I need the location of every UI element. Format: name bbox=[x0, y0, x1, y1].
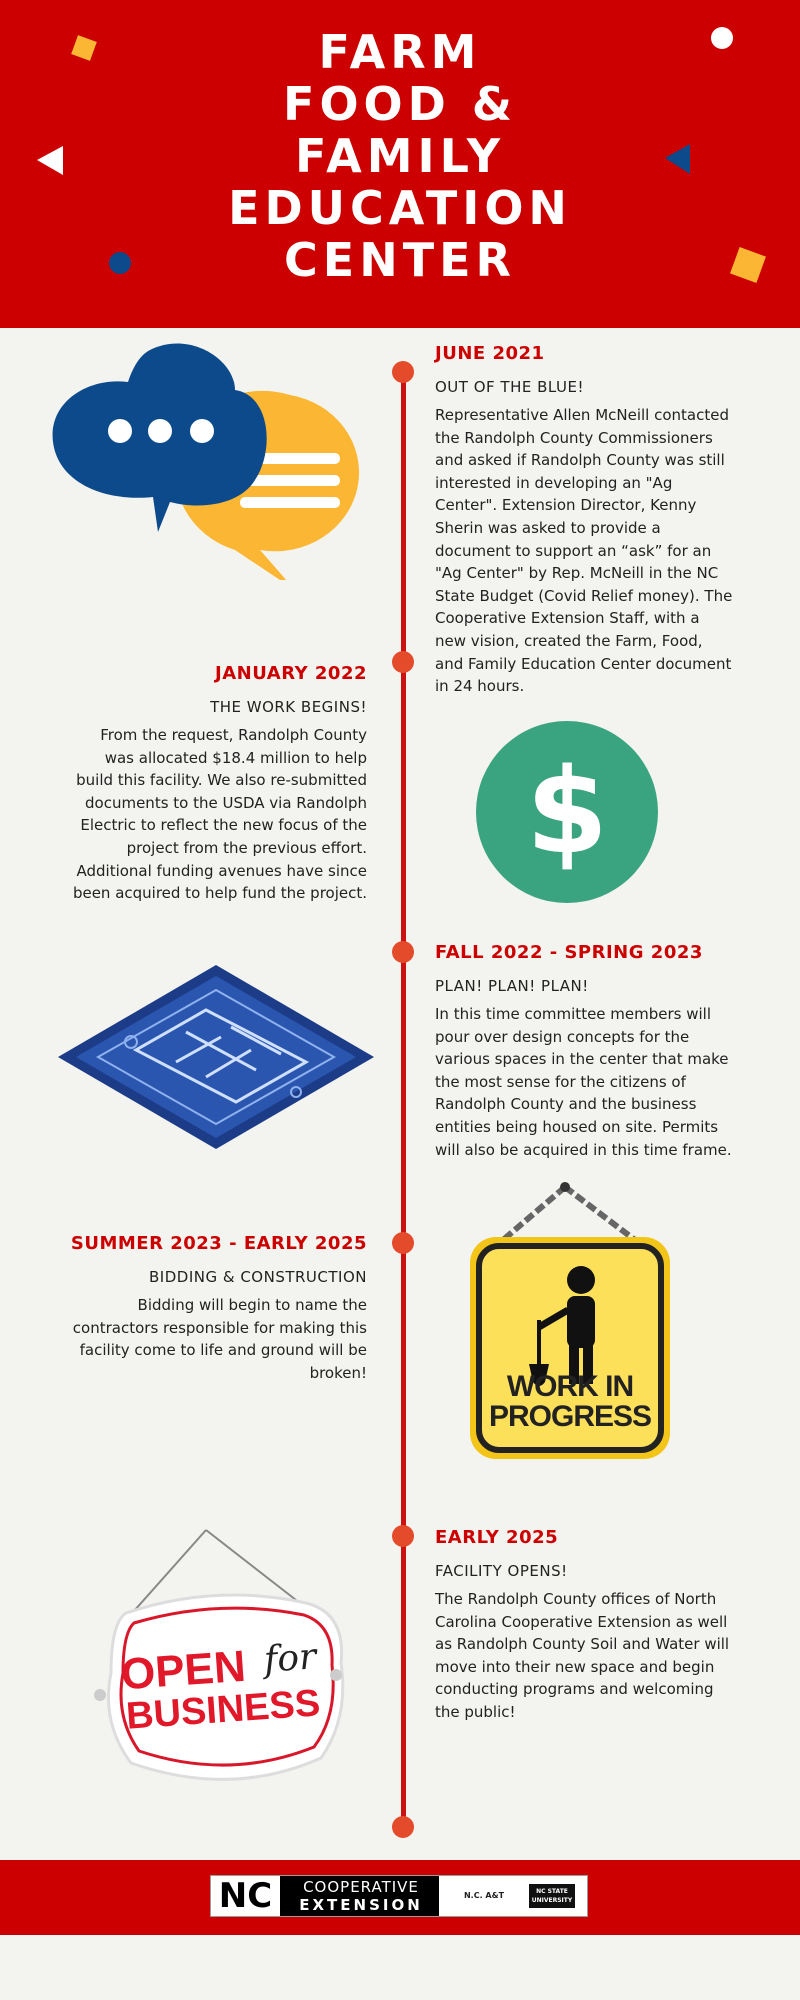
coop-line2: EXTENSION bbox=[299, 1896, 423, 1914]
timeline-dot bbox=[392, 361, 414, 383]
confetti-triangle-1 bbox=[37, 146, 63, 175]
ncstate-line1: NC STATE bbox=[536, 1888, 568, 1895]
partner-logos bbox=[210, 1875, 588, 1917]
confetti-triangle-2 bbox=[665, 144, 690, 174]
entry-subtitle: BIDDING & CONSTRUCTION bbox=[149, 1268, 367, 1286]
title-line: FARM bbox=[318, 25, 482, 79]
entry-subtitle: THE WORK BEGINS! bbox=[210, 698, 367, 716]
timeline-dot bbox=[392, 1816, 414, 1838]
entry-subtitle: FACILITY OPENS! bbox=[435, 1562, 568, 1580]
entry-subtitle: PLAN! PLAN! PLAN! bbox=[435, 977, 589, 995]
ncstate-logo bbox=[529, 1884, 575, 1908]
timeline-dot bbox=[392, 651, 414, 673]
sign-open-text: OPEN bbox=[119, 1641, 248, 1700]
sign-business-text: BUSINESS bbox=[124, 1682, 322, 1738]
footer-banner bbox=[0, 1860, 800, 1935]
timeline-line bbox=[401, 372, 406, 1832]
header-banner bbox=[0, 0, 800, 328]
entry-body: Representative Allen McNeill contacted the Randolph County Commissioners and asked if Randolph County was still interested in developing an "Ag Center". Extension Director, Kenny Sherin was asked to provide a document to support an “ask” for an "Ag Center" by Rep. McNeill in the NC State Budget (Covid Relief money). The Cooperative Extension Staff, with a new vision, created the Farm, Food, and Family Education Center document in 24 hours. bbox=[435, 406, 733, 696]
entry-body: From the request, Randolph County was allocated $18.4 million to help build this facility. We also re-submitted documents to the USDA via Randolph Electric to reflect the new focus of the project from the previous effort. Additional funding avenues have since been acquired to help fund the project. bbox=[72, 726, 367, 903]
confetti-dot-1 bbox=[109, 252, 131, 274]
ncat-logo: N.C. A&T bbox=[463, 1891, 505, 1900]
sign-text-line2: PROGRESS bbox=[488, 1400, 652, 1433]
entry-date: SUMMER 2023 - EARLY 2025 bbox=[70, 1233, 367, 1254]
entry-body: Bidding will begin to name the contractors responsible for making this facility come to life and ground will be broken! bbox=[72, 1296, 367, 1382]
work-in-progress-sign-icon bbox=[465, 1182, 675, 1462]
speech-bubbles-icon bbox=[40, 340, 380, 580]
cooperative-extension-logo bbox=[283, 1876, 439, 1916]
dollar-icon bbox=[475, 720, 659, 904]
entry-date: EARLY 2025 bbox=[435, 1527, 559, 1548]
title-line: EDUCATION bbox=[228, 181, 572, 235]
svg-text:$: $ bbox=[525, 742, 609, 880]
confetti-square-2 bbox=[730, 247, 766, 283]
timeline-entry bbox=[67, 663, 367, 905]
sign-text-line1: WORK IN bbox=[506, 1370, 634, 1403]
nc-logo: NC bbox=[211, 1876, 283, 1916]
title-line: FAMILY bbox=[294, 129, 506, 183]
entry-date: JANUARY 2022 bbox=[215, 663, 367, 684]
open-for-business-sign-icon bbox=[86, 1528, 356, 1793]
entry-date: JUNE 2021 bbox=[435, 343, 545, 364]
timeline-entry bbox=[67, 1233, 367, 1384]
entry-subtitle: OUT OF THE BLUE! bbox=[435, 378, 584, 396]
timeline-entry bbox=[435, 343, 735, 698]
entry-body: In this time committee members will pour over design concepts for the various spaces in the center that make the most sense for the citizens of Randolph County and the business entities being housed on site. Permits will also be acquired in this time frame. bbox=[435, 1005, 732, 1159]
entry-date: FALL 2022 - SPRING 2023 bbox=[435, 942, 703, 963]
sign-for-text: for bbox=[262, 1636, 318, 1681]
timeline-dot bbox=[392, 1525, 414, 1547]
confetti-square-1 bbox=[71, 35, 97, 61]
entry-body: The Randolph County offices of North Carolina Cooperative Extension as well as Randolph County Soil and Water will move into their new space and begin conducting programs and welcoming the public! bbox=[435, 1590, 730, 1721]
title-line: FOOD & bbox=[283, 77, 517, 131]
timeline-dot bbox=[392, 941, 414, 963]
ncstate-line2: UNIVERSITY bbox=[531, 1897, 573, 1904]
timeline-entry bbox=[435, 1527, 735, 1724]
timeline-dot bbox=[392, 1232, 414, 1254]
confetti-shapes bbox=[0, 0, 800, 328]
blueprint-icon bbox=[56, 962, 376, 1152]
coop-line1: COOPERATIVE bbox=[303, 1878, 419, 1896]
timeline-entry bbox=[435, 942, 735, 1161]
title-line: CENTER bbox=[284, 233, 516, 287]
confetti-dot-2 bbox=[711, 27, 733, 49]
